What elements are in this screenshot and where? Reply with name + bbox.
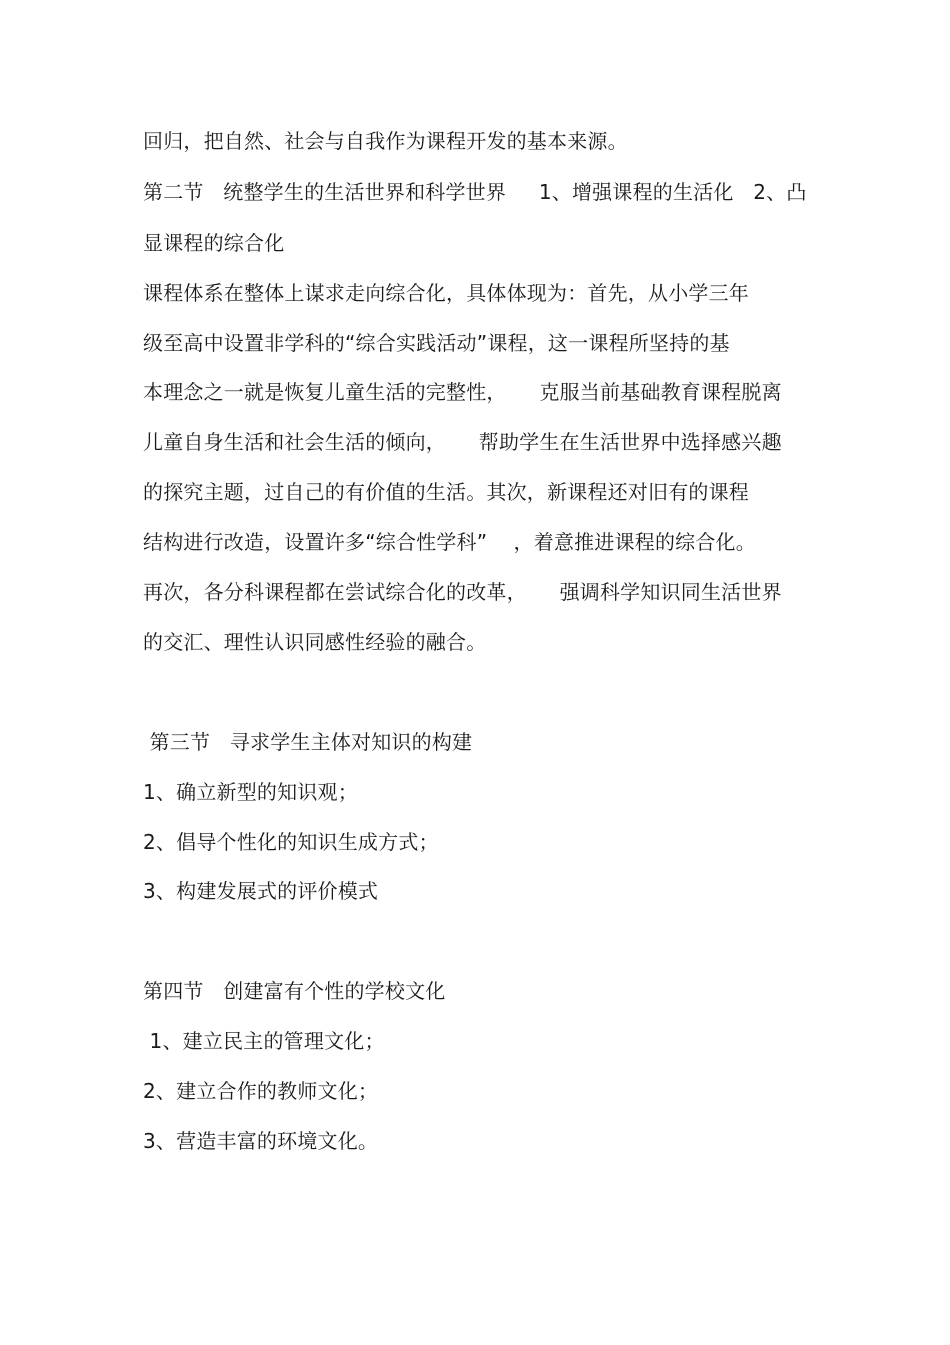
text-line-1: 回归，把自然、社会与自我作为课程开发的基本来源。 bbox=[143, 129, 628, 153]
text-line-4: 课程体系在整体上谋求走向综合化，具体体现为：首先，从小学三年 bbox=[143, 281, 749, 305]
section-2-heading-line: 第二节 统整学生的生活世界和科学世界 1、增强课程的生活化 2、凸 bbox=[143, 180, 807, 204]
text-line-8: 的探究主题，过自己的有价值的生活。其次，新课程还对旧有的课程 bbox=[143, 480, 749, 504]
section-3-heading: 第三节 寻求学生主体对知识的构建 bbox=[143, 730, 473, 754]
section-3-item-1: 1、确立新型的知识观； bbox=[143, 780, 358, 804]
section-4-heading: 第四节 创建富有个性的学校文化 bbox=[143, 979, 446, 1003]
text-line-3: 显课程的综合化 bbox=[143, 231, 285, 255]
text-line-11: 的交汇、理性认识同感性经验的融合。 bbox=[143, 630, 487, 654]
text-line-5: 级至高中设置非学科的“综合实践活动”课程，这一课程所坚持的基 bbox=[143, 331, 730, 355]
section-4-item-3: 3、营造丰富的环境文化。 bbox=[143, 1129, 379, 1153]
text-line-9: 结构进行改造，设置许多“综合性学科” ，着意推进课程的综合化。 bbox=[143, 530, 756, 554]
text-line-7: 儿童自身生活和社会生活的倾向， 帮助学生在生活世界中选择感兴趣 bbox=[143, 430, 782, 454]
section-3-item-2: 2、倡导个性化的知识生成方式； bbox=[143, 830, 439, 854]
section-4-item-1: 1、建立民主的管理文化； bbox=[143, 1029, 385, 1053]
section-3-item-3: 3、构建发展式的评价模式 bbox=[143, 879, 379, 903]
text-line-6: 本理念之一就是恢复儿童生活的完整性， 克服当前基础教育课程脱离 bbox=[143, 380, 782, 404]
section-4-item-2: 2、建立合作的教师文化； bbox=[143, 1079, 379, 1103]
text-line-10: 再次，各分科课程都在尝试综合化的改革， 强调科学知识同生活世界 bbox=[143, 580, 782, 604]
